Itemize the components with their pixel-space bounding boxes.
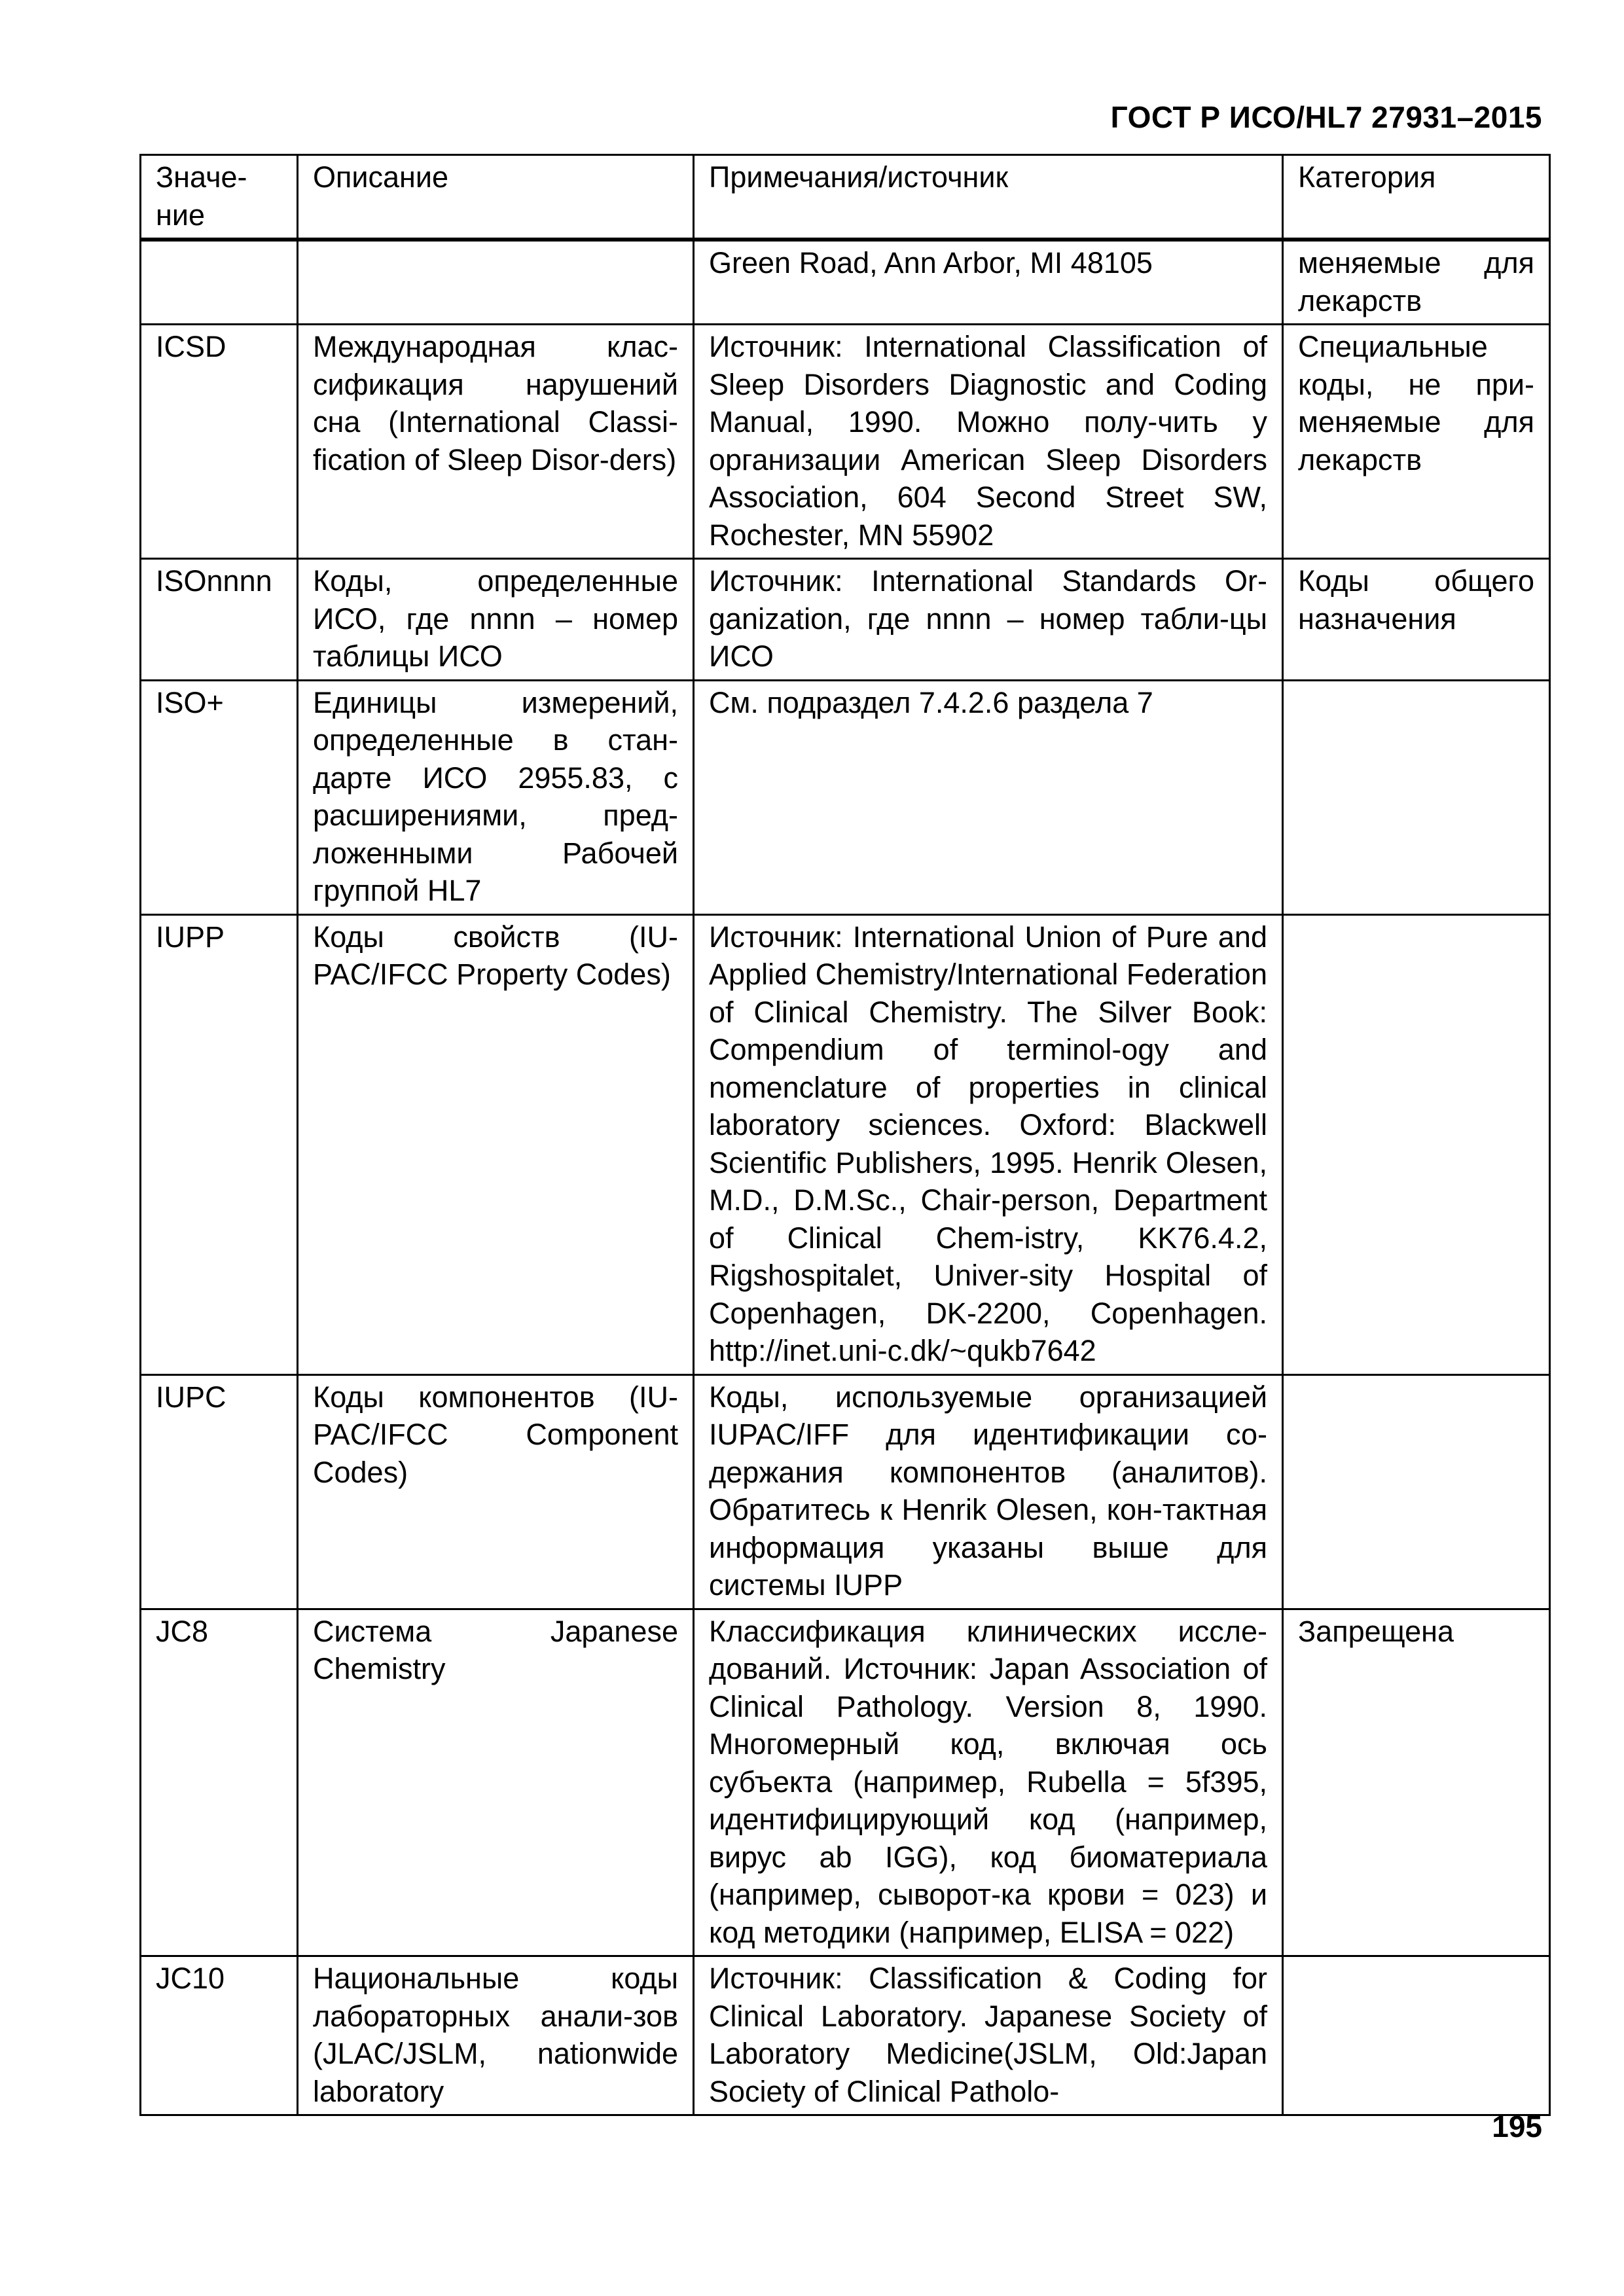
cell-description: Коды свойств (IU-PAC/IFCC Property Codes) xyxy=(298,914,694,1374)
table-row xyxy=(141,559,1550,681)
cell-category xyxy=(1283,1374,1550,1609)
document-code: ГОСТ Р ИСО/HL7 27931–2015 xyxy=(1110,100,1542,134)
cell-description: Коды компонентов (IU-PAC/IFCC Component Codes) xyxy=(298,1374,694,1609)
table-row xyxy=(141,1609,1550,1956)
column-header-category: Категория xyxy=(1283,155,1550,240)
cell-value: JC8 xyxy=(141,1609,298,1956)
cell-notes: Источник: Classification & Coding for Clinical Laboratory. Japanese Society of Laboratory Medicine(JSLM, Old:Japan Society of Clinical Patholo- xyxy=(694,1956,1283,2115)
cell-description: Коды, определенные ИСО, где nnnn – номер таблицы ИСО xyxy=(298,559,694,681)
cell-notes: Источник: International Standards Or-ganization, где nnnn – номер табли-цы ИСО xyxy=(694,559,1283,681)
cell-value: ICSD xyxy=(141,325,298,559)
cell-value: JC10 xyxy=(141,1956,298,2115)
cell-category xyxy=(1283,914,1550,1374)
column-header-value: Значе-ние xyxy=(141,155,298,240)
cell-value: IUPP xyxy=(141,914,298,1374)
table-header-row xyxy=(141,155,1550,240)
table-row xyxy=(141,325,1550,559)
cell-description: Национальные коды лабораторных анали-зов (JLAC/JSLM, nationwide laboratory xyxy=(298,1956,694,2115)
column-header-notes: Примечания/источник xyxy=(694,155,1283,240)
table-row xyxy=(141,1374,1550,1609)
coding-systems-table xyxy=(139,154,1551,2116)
cell-category: Коды общего назначения xyxy=(1283,559,1550,681)
cell-value: ISOnnnn xyxy=(141,559,298,681)
column-header-description: Описание xyxy=(298,155,694,240)
cell-notes: Источник: International Classification of Sleep Disorders Diagnostic and Coding Manual, 1990. Можно полу-чить у организации American Sleep Disorders Association, 604 Second Street SW, Rochester, MN 55902 xyxy=(694,325,1283,559)
cell-notes: Источник: International Union of Pure and Applied Chemistry/International Federation of Clinical Chemistry. The Silver Book: Compendium of terminol-ogy and nomenclature of properties in clinical laboratory sciences. Oxford: Blackwell Scientific Publishers, 1995. Henrik Olesen, M.D., D.M.Sc., Chair-person, Department of Clinical Chem-istry, KK76.4.2, Rigshospitalet, Univer-sity Hospital of Copenhagen, DK-2200, Copenhagen. http://inet.uni-c.dk/~qukb7642 xyxy=(694,914,1283,1374)
table-row xyxy=(141,240,1550,325)
cell-value xyxy=(141,240,298,325)
cell-category: меняемые для лекарств xyxy=(1283,240,1550,325)
cell-description xyxy=(298,240,694,325)
cell-notes: См. подраздел 7.4.2.6 раздела 7 xyxy=(694,680,1283,914)
table-row xyxy=(141,680,1550,914)
table-row xyxy=(141,1956,1550,2115)
cell-category xyxy=(1283,680,1550,914)
table-row xyxy=(141,914,1550,1374)
cell-notes: Коды, используемые организацией IUPAC/IFF для идентификации со-держания компонентов (аналитов). Обратитесь к Henrik Olesen, кон-тактная информация указаны выше для системы IUPP xyxy=(694,1374,1283,1609)
cell-value: ISO+ xyxy=(141,680,298,914)
cell-description: Международная клас-сификация нарушений сна (International Classi-fication of Sleep Disor-ders) xyxy=(298,325,694,559)
cell-category xyxy=(1283,1956,1550,2115)
cell-notes: Классификация клинических иссле-дований. Источник: Japan Association of Clinical Pathology. Version 8, 1990. Многомерный код, включая ось субъекта (например, Rubella = 5f395, идентифицирующий код (например, вирус ab IGG), код биоматериала (например, сыворот-ка крови = 023) и код методики (например, ELISA = 022) xyxy=(694,1609,1283,1956)
cell-description: Система Japanese Chemistry xyxy=(298,1609,694,1956)
cell-notes: Green Road, Ann Arbor, MI 48105 xyxy=(694,240,1283,325)
cell-category: Специальные коды, не при-меняемые для лекарств xyxy=(1283,325,1550,559)
cell-category: Запрещена xyxy=(1283,1609,1550,1956)
cell-description: Единицы измерений, определенные в стан-дарте ИСО 2955.83, с расширениями, пред-ложенными Рабочей группой HL7 xyxy=(298,680,694,914)
cell-value: IUPC xyxy=(141,1374,298,1609)
page-number: 195 xyxy=(1492,2109,1542,2144)
